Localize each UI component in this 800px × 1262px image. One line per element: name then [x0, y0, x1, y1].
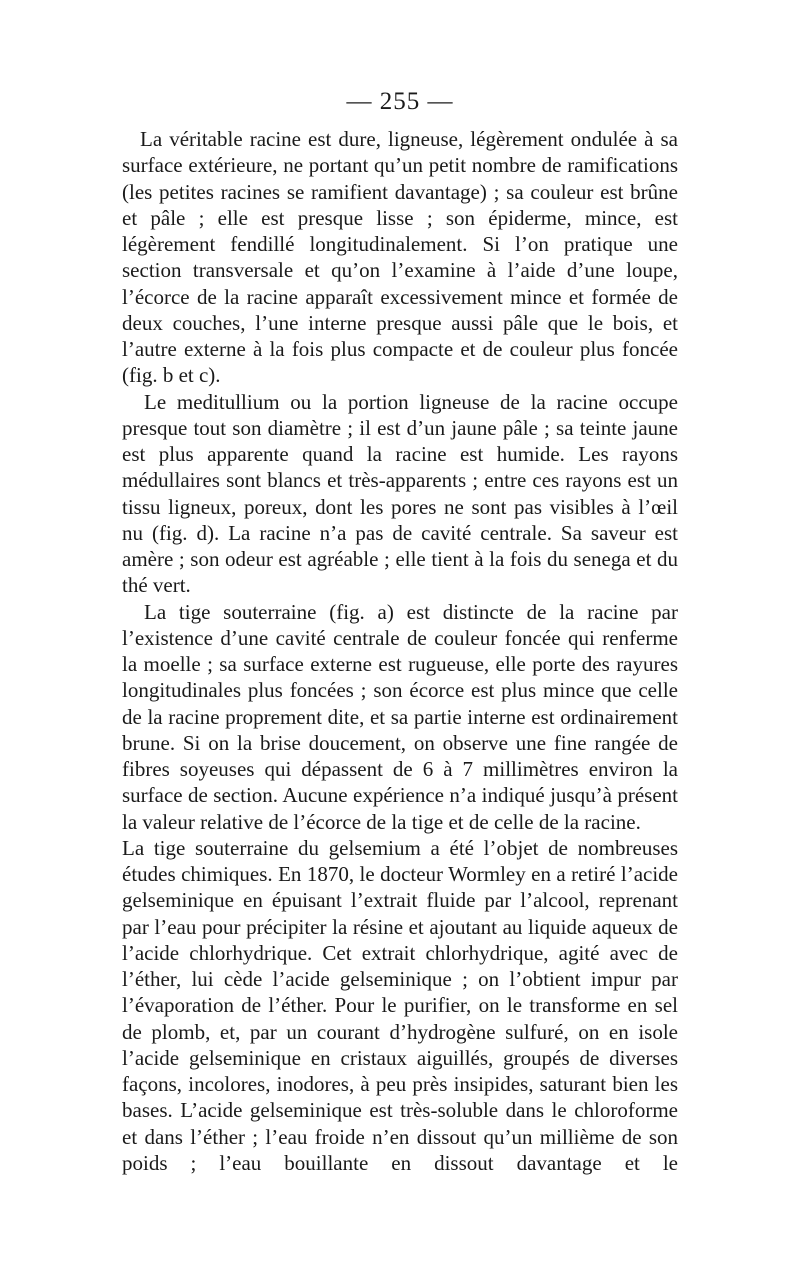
paragraph-meditullium: Le meditullium ou la portion ligneuse de la racine occupe presque tout son diamètre ; il est d’un jaune pâle ; sa teinte jaune est plus apparente quand la racine est humide. Les rayons médullaires sont blancs et très-apparents ; entre ces rayons est un tissu ligneux, poreux, dont les pores ne sont pas visibles à l’œil nu (fig. d). La racine n’a pas de cavité centrale. Sa saveur est amère ; son odeur est agréable ; elle tient à la fois du senega et du thé vert. — [122, 389, 678, 598]
paragraph-chemical-studies: La tige souterraine du gelsemium a été l’objet de nombreuses études chimiques. En 1870, le docteur Wormley en a retiré l’acide gelseminique en épuisant l’extrait fluide par l’alcool, reprenant par l’eau pour précipiter la résine et ajoutant au liquide aqueux de l’acide chlorhydrique. Cet extrait chlorhydrique, agité avec de l’éther, lui cède l’acide gelseminique ; on l’obtient impur par l’évaporation de l’éther. Pour le purifier, on le transforme en sel de plomb, et, par un courant d’hydrogène sulfuré, on en isole l’acide gelseminique en cristaux aiguillés, groupés de diverses façons, incolores, inodores, à peu près insipides, saturant bien les bases. L’acide gelseminique est très-soluble dans le chloroforme et dans l’éther ; l’eau froide n’en dissout qu’un millième de son poids ; l’eau bouillante en dissout davantage et le — [122, 835, 678, 1175]
page-number: — 255 — — [346, 88, 454, 115]
paragraph-underground-stem: La tige souterraine (fig. a) est distincte de la racine par l’existence d’une cavité centrale de couleur foncée qui renferme la moelle ; sa surface externe est rugueuse, elle porte des rayures longitudinales plus foncées ; son écorce est plus mince que celle de la racine proprement dite, et sa partie interne est ordinairement brune. Si on la brise doucement, on observe une fine rangée de fibres soyeuses qui dépassent de 6 à 7 millimètres environ la surface de section. Aucune expérience n’a indiqué jusqu’à présent la valeur relative de l’écorce de la tige et de celle de la racine. — [122, 599, 678, 834]
body-text — [122, 126, 678, 1176]
paragraph-root-description: La véritable racine est dure, ligneuse, légèrement ondulée à sa surface extérieure, ne portant qu’un petit nombre de ramifications (les petites racines se ramifient davantage) ; sa couleur est brûne et pâle ; elle est presque lisse ; son épiderme, mince, est légèrement fendillé longitudinalement. Si l’on pratique une section transversale et qu’on l’examine à l’aide d’une loupe, l’écorce de la racine apparaît excessivement mince et formée de deux couches, l’une interne presque aussi pâle que le bois, et l’autre externe à la fois plus compacte et de couleur plus foncée (fig. b et c). — [122, 127, 678, 388]
